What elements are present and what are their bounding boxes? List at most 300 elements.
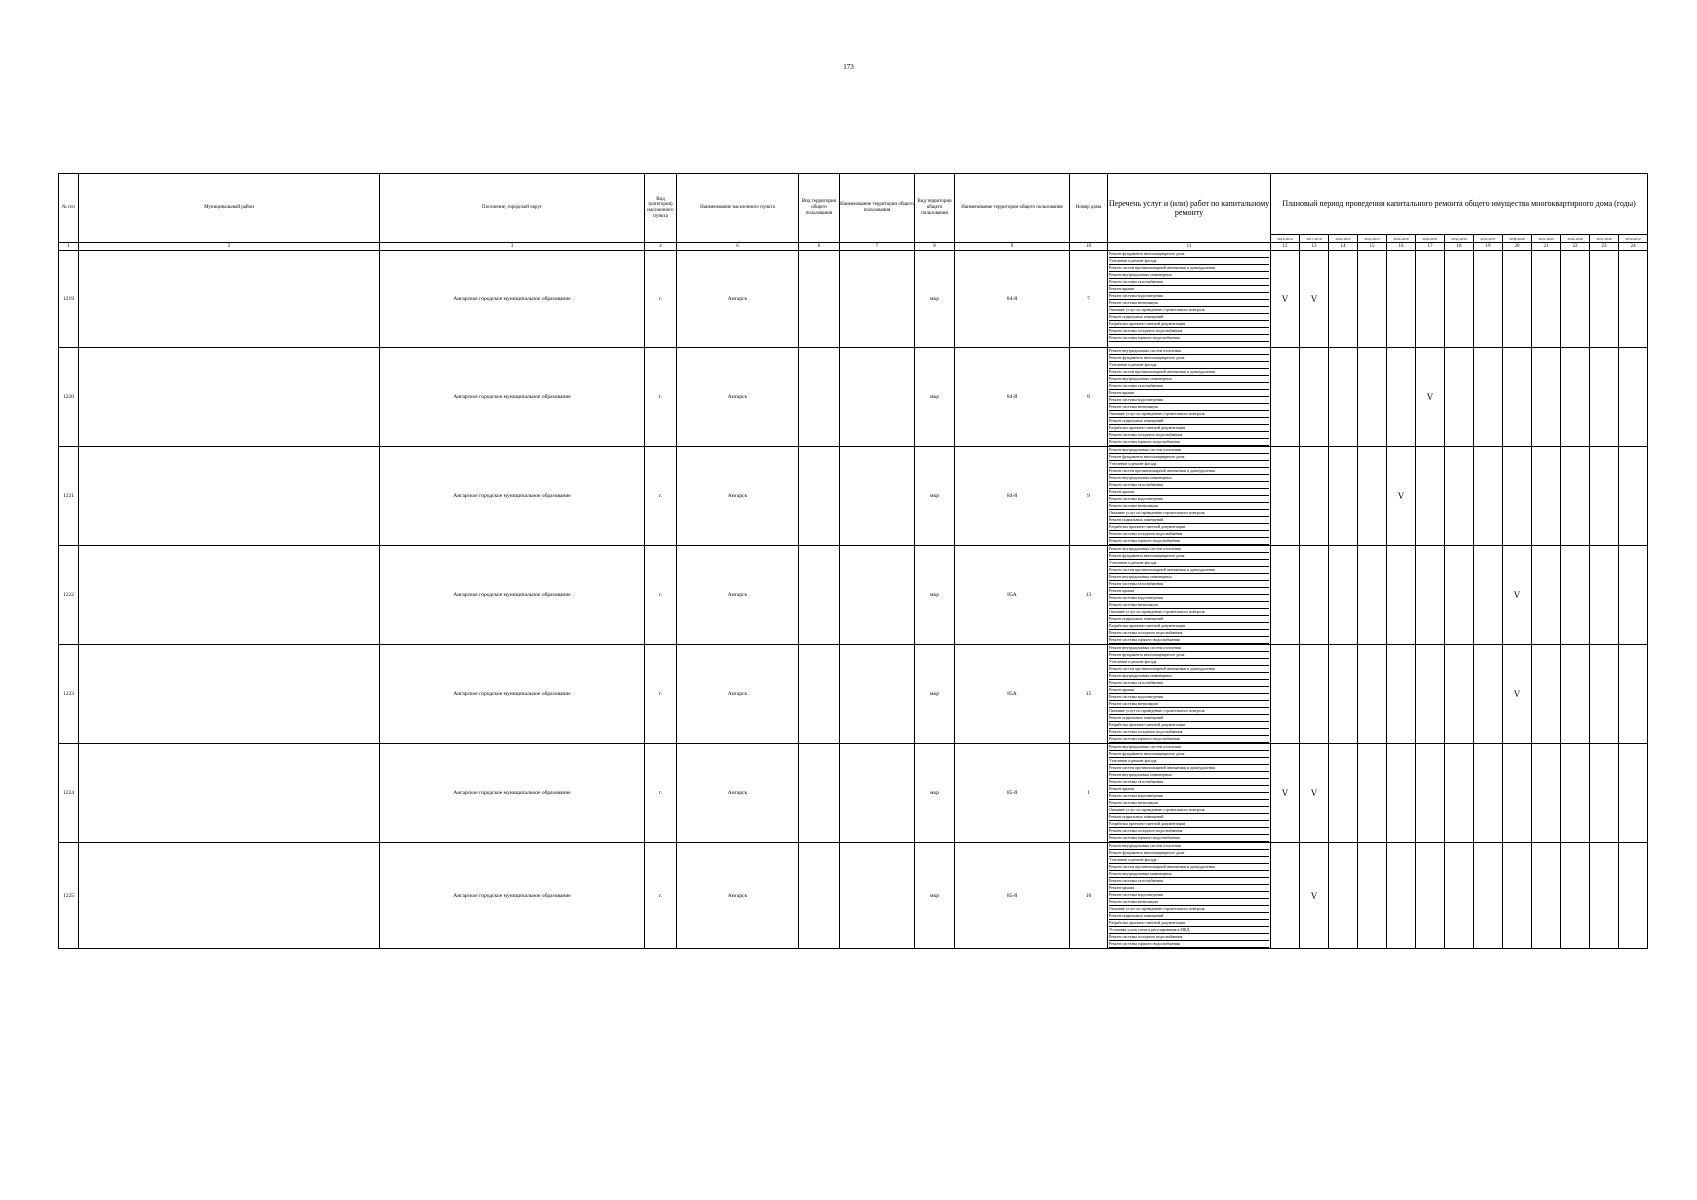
period-cell (1445, 348, 1474, 447)
works-list (1109, 744, 1269, 842)
period-mark: V (1281, 788, 1289, 798)
work-item: Ремонт крыши (1109, 687, 1269, 694)
period-cell (1590, 447, 1619, 546)
work-item: Ремонт фундамента многоквартирного дома (1109, 355, 1269, 362)
work-item: Ремонт системы холодного водоснабжения (1109, 432, 1269, 439)
work-item: Ремонт систем противопожарной автоматики и дымоудаления (1109, 468, 1269, 475)
header-territory-name: Наименование территории общего пользования (840, 174, 915, 243)
period-cell (1300, 744, 1329, 843)
period-cell (1619, 843, 1648, 949)
settlement-cell: Ангарское городское муниципальное образование (380, 546, 645, 645)
locality-cell: Ангарск (677, 645, 799, 744)
settlement-type-cell: г. (645, 645, 677, 744)
works-list (1109, 843, 1269, 948)
street-type-cell: мкр (915, 251, 955, 348)
period-cell (1590, 744, 1619, 843)
settlement-cell: Ангарское городское муниципальное образование (380, 348, 645, 447)
period-cell (1590, 843, 1619, 949)
period-cell (1300, 843, 1329, 949)
period-cell (1474, 251, 1503, 348)
works-cell (1108, 546, 1271, 645)
period-cell (1416, 546, 1445, 645)
period-cell (1358, 251, 1387, 348)
period-cell (1329, 843, 1358, 949)
locality-cell: Ангарск (677, 843, 799, 949)
works-cell (1108, 348, 1271, 447)
period-mark: V (1426, 392, 1434, 402)
header-locality-name: Наименование населенного пункта (677, 174, 799, 243)
work-item: Ремонт системы горячего водоснабжения (1109, 835, 1269, 842)
period-cell (1474, 843, 1503, 949)
period-cell (1358, 546, 1387, 645)
period-mark: V (1281, 294, 1289, 304)
period-cell (1271, 645, 1300, 744)
work-item: Ремонт системы горячего водоснабжения (1109, 736, 1269, 743)
column-number-row (59, 243, 1648, 251)
header-territory-type: Вид территории общего пользования (799, 174, 840, 243)
column-number: 11 (1108, 243, 1271, 251)
work-item: Ремонт подвальных помещений (1109, 913, 1269, 920)
work-item: Утепление и ремонт фасада (1109, 258, 1269, 265)
street-name-cell: 84-й (955, 251, 1070, 348)
period-cell (1474, 645, 1503, 744)
period-cell (1271, 744, 1300, 843)
work-item: Ремонт системы вентиляции (1109, 300, 1269, 307)
column-number: 15 (1358, 243, 1387, 251)
settlement-type-cell: г. (645, 251, 677, 348)
work-item: Ремонт системы газоснабжения (1109, 779, 1269, 786)
work-item: Ремонт крыши (1109, 489, 1269, 496)
work-item: Ремонт фундамента многоквартирного дома (1109, 454, 1269, 461)
works-cell (1108, 843, 1271, 949)
period-cell (1619, 447, 1648, 546)
work-item: Ремонт системы горячего водоснабжения (1109, 637, 1269, 644)
work-item: Ремонт системы вентиляции (1109, 899, 1269, 906)
column-number: 9 (955, 243, 1070, 251)
territory-type-cell (799, 447, 840, 546)
district-cell (79, 843, 380, 949)
work-item: Ремонт внутридомовых инженерных (1109, 772, 1269, 779)
territory-type-cell (799, 546, 840, 645)
period-cell (1271, 546, 1300, 645)
period-header: 2032-2034 (1445, 235, 1474, 243)
street-name-cell: 85А (955, 645, 1070, 744)
period-cell (1619, 645, 1648, 744)
period-cell (1329, 645, 1358, 744)
period-cell (1619, 251, 1648, 348)
period-cell (1416, 251, 1445, 348)
period-cell (1329, 348, 1358, 447)
work-item: Ремонт подвальных помещений (1109, 314, 1269, 321)
period-cell (1445, 744, 1474, 843)
work-item: Ремонт системы горячего водоснабжения (1109, 439, 1269, 446)
header-settlement-type: Вид (категория) населенного пункта (645, 174, 677, 243)
work-item: Ремонт системы вентиляции (1109, 701, 1269, 708)
work-item: Ремонт системы холодного водоснабжения (1109, 328, 1269, 335)
period-header: 2038-2040 (1503, 235, 1532, 243)
column-number: 16 (1387, 243, 1416, 251)
work-item: Ремонт внутридомовых инженерных (1109, 871, 1269, 878)
street-name-cell: 85А (955, 546, 1070, 645)
period-cell (1503, 744, 1532, 843)
work-item: Утепление и ремонт фасада (1109, 461, 1269, 468)
period-cell (1532, 348, 1561, 447)
work-item: Ремонт системы водоотведения (1109, 892, 1269, 899)
work-item: Ремонт систем противопожарной автоматики и дымоудаления (1109, 666, 1269, 673)
period-cell (1619, 744, 1648, 843)
column-number: 14 (1329, 243, 1358, 251)
settlement-type-cell: г. (645, 744, 677, 843)
work-item: Ремонт системы холодного водоснабжения (1109, 729, 1269, 736)
period-cell (1329, 744, 1358, 843)
work-item: Ремонт фундамента многоквартирного дома (1109, 553, 1269, 560)
work-item: Ремонт крыши (1109, 786, 1269, 793)
header-house: Номер дома (1070, 174, 1108, 243)
street-name-cell: 84-й (955, 348, 1070, 447)
table-body (59, 243, 1648, 949)
period-header: 2026-2028 (1387, 235, 1416, 243)
settlement-type-cell: г. (645, 843, 677, 949)
works-list (1109, 645, 1269, 743)
period-cell (1271, 843, 1300, 949)
settlement-type-cell: г. (645, 546, 677, 645)
period-cell (1416, 447, 1445, 546)
period-cell (1271, 447, 1300, 546)
period-header: 2047-2049 (1590, 235, 1619, 243)
table-row (59, 447, 1648, 546)
works-list (1109, 447, 1269, 545)
work-item: Утепление и ремонт фасада (1109, 659, 1269, 666)
work-item: Разработка проектно-сметной документации (1109, 321, 1269, 328)
period-header: 2035-2037 (1474, 235, 1503, 243)
period-cell (1532, 251, 1561, 348)
period-mark: V (1513, 689, 1521, 699)
period-cell (1329, 447, 1358, 546)
house-number-cell: 7 (1070, 251, 1108, 348)
header-street-type: Вид территории общего пользования (915, 174, 955, 243)
work-item: Ремонт систем противопожарной автоматики и дымоудаления (1109, 864, 1269, 871)
work-item: Ремонт систем противопожарной автоматики и дымоудаления (1109, 567, 1269, 574)
row-number: 1225 (59, 843, 79, 949)
work-item: Ремонт системы вентиляции (1109, 503, 1269, 510)
district-cell (79, 546, 380, 645)
row-number: 1221 (59, 447, 79, 546)
work-item: Ремонт фундамента многоквартирного дома (1109, 850, 1269, 857)
period-header: 2041-2043 (1532, 235, 1561, 243)
column-number: 8 (915, 243, 955, 251)
period-cell (1271, 251, 1300, 348)
period-header: 2029-2031 (1416, 235, 1445, 243)
settlement-cell: Ангарское городское муниципальное образование (380, 744, 645, 843)
period-cell (1503, 251, 1532, 348)
house-number-cell: 9 (1070, 447, 1108, 546)
work-item: Оказание услуг по проведению строительного контроля (1109, 807, 1269, 814)
work-item: Ремонт системы вентиляции (1109, 800, 1269, 807)
header-works: Перечень услуг и (или) работ по капитальному ремонту (1108, 174, 1271, 243)
work-item: Ремонт системы холодного водоснабжения (1109, 630, 1269, 637)
header-street-name: Наименование территории общего пользования (955, 174, 1070, 243)
work-item: Ремонт внутридомовых систем отопления (1109, 447, 1269, 454)
column-number: 2 (79, 243, 380, 251)
work-item: Ремонт фундамента многоквартирного дома (1109, 251, 1269, 258)
period-cell (1387, 251, 1416, 348)
settlement-cell: Ангарское городское муниципальное образование (380, 645, 645, 744)
work-item: Ремонт системы газоснабжения (1109, 581, 1269, 588)
period-mark: V (1397, 491, 1405, 501)
period-cell (1300, 645, 1329, 744)
work-item: Ремонт системы газоснабжения (1109, 680, 1269, 687)
work-item: Ремонт внутридомовых систем отопления (1109, 843, 1269, 850)
period-cell (1358, 744, 1387, 843)
work-item: Оказание услуг по проведению строительного контроля (1109, 307, 1269, 314)
work-item: Ремонт системы холодного водоснабжения (1109, 934, 1269, 941)
work-item: Ремонт систем противопожарной автоматики и дымоудаления (1109, 765, 1269, 772)
work-item: Ремонт внутридомовых инженерных (1109, 475, 1269, 482)
period-cell (1503, 546, 1532, 645)
period-cell (1561, 645, 1590, 744)
period-cell (1590, 348, 1619, 447)
period-cell (1445, 645, 1474, 744)
period-cell (1358, 348, 1387, 447)
period-mark: V (1513, 590, 1521, 600)
settlement-cell: Ангарское городское муниципальное образование (380, 251, 645, 348)
work-item: Ремонт системы газоснабжения (1109, 383, 1269, 390)
work-item: Ремонт системы горячего водоснабжения (1109, 538, 1269, 545)
works-cell (1108, 447, 1271, 546)
house-number-cell: 8 (1070, 348, 1108, 447)
work-item: Ремонт фундамента многоквартирного дома (1109, 652, 1269, 659)
column-number: 23 (1590, 243, 1619, 251)
house-number-cell: 13 (1070, 546, 1108, 645)
territory-name-cell (840, 348, 915, 447)
settlement-type-cell: г. (645, 348, 677, 447)
table-row (59, 546, 1648, 645)
work-item: Разработка проектно-сметной документации (1109, 623, 1269, 630)
column-number: 1 (59, 243, 79, 251)
period-cell (1387, 744, 1416, 843)
period-cell (1300, 546, 1329, 645)
period-cell (1416, 744, 1445, 843)
territory-name-cell (840, 645, 915, 744)
work-item: Оказание услуг по проведению строительного контроля (1109, 708, 1269, 715)
period-cell (1474, 744, 1503, 843)
territory-type-cell (799, 348, 840, 447)
period-cell (1387, 645, 1416, 744)
work-item: Оказание услуг по проведению строительного контроля (1109, 609, 1269, 616)
work-item: Ремонт внутридомовых систем отопления (1109, 645, 1269, 652)
period-cell (1532, 447, 1561, 546)
period-cell (1387, 546, 1416, 645)
period-cell (1503, 348, 1532, 447)
column-number: 22 (1561, 243, 1590, 251)
work-item: Разработка проектно-сметной документации (1109, 722, 1269, 729)
work-item: Ремонт подвальных помещений (1109, 715, 1269, 722)
period-cell (1474, 348, 1503, 447)
territory-name-cell (840, 447, 915, 546)
column-number: 4 (645, 243, 677, 251)
work-item: Ремонт системы водоотведения (1109, 397, 1269, 404)
period-cell (1590, 546, 1619, 645)
works-cell (1108, 744, 1271, 843)
work-item: Ремонт системы горячего водоснабжения (1109, 941, 1269, 948)
period-cell (1416, 348, 1445, 447)
column-number: 3 (380, 243, 645, 251)
works-cell (1108, 251, 1271, 348)
work-item: Ремонт системы газоснабжения (1109, 482, 1269, 489)
period-cell (1561, 447, 1590, 546)
locality-cell: Ангарск (677, 251, 799, 348)
settlement-cell: Ангарское городское муниципальное образование (380, 843, 645, 949)
work-item: Оказание услуг по проведению строительного контроля (1109, 411, 1269, 418)
period-cell (1445, 251, 1474, 348)
work-item: Ремонт системы газоснабжения (1109, 279, 1269, 286)
work-item: Ремонт системы холодного водоснабжения (1109, 531, 1269, 538)
works-list (1109, 546, 1269, 644)
work-item: Разработка проектно-сметной документации (1109, 920, 1269, 927)
period-cell (1271, 348, 1300, 447)
column-number: 10 (1070, 243, 1108, 251)
period-cell (1561, 744, 1590, 843)
work-item: Ремонт системы вентиляции (1109, 404, 1269, 411)
period-cell (1532, 546, 1561, 645)
street-type-cell: мкр (915, 348, 955, 447)
locality-cell: Ангарск (677, 447, 799, 546)
works-list (1109, 251, 1269, 342)
works-list (1109, 348, 1269, 446)
street-name-cell: 85-й (955, 744, 1070, 843)
capital-repair-table (58, 173, 1648, 949)
table-row (59, 251, 1648, 348)
work-item: Ремонт крыши (1109, 286, 1269, 293)
work-item: Ремонт системы холодного водоснабжения (1109, 828, 1269, 835)
column-number: 7 (840, 243, 915, 251)
period-cell (1300, 251, 1329, 348)
table-row (59, 645, 1648, 744)
house-number-cell: 10 (1070, 843, 1108, 949)
row-number: 1223 (59, 645, 79, 744)
work-item: Установка узлов учета и регулирования в МКД (1109, 927, 1269, 934)
period-cell (1387, 447, 1416, 546)
house-number-cell: 1 (1070, 744, 1108, 843)
work-item: Разработка проектно-сметной документации (1109, 524, 1269, 531)
period-cell (1445, 447, 1474, 546)
locality-cell: Ангарск (677, 348, 799, 447)
period-mark: V (1310, 890, 1318, 901)
period-header: 2017-2019 (1300, 235, 1329, 243)
street-name-cell: 84-й (955, 447, 1070, 546)
row-number: 1219 (59, 251, 79, 348)
period-mark: V (1310, 294, 1318, 304)
header-period: Плановый период проведения капитального ремонта общего имущества многоквартирного дома (годы) (1271, 174, 1648, 235)
territory-name-cell (840, 843, 915, 949)
table-row (59, 348, 1648, 447)
territory-type-cell (799, 843, 840, 949)
period-cell (1358, 645, 1387, 744)
work-item: Разработка проектно-сметной документации (1109, 821, 1269, 828)
street-type-cell: мкр (915, 645, 955, 744)
header-settlement: Поселение, городской округ (380, 174, 645, 243)
period-cell (1532, 744, 1561, 843)
period-cell (1561, 348, 1590, 447)
settlement-type-cell: г. (645, 447, 677, 546)
column-number: 12 (1271, 243, 1300, 251)
work-item: Ремонт крыши (1109, 390, 1269, 397)
work-item: Ремонт системы водоотведения (1109, 293, 1269, 300)
work-item: Разработка проектно-сметной документации (1109, 425, 1269, 432)
column-number: 6 (799, 243, 840, 251)
period-cell (1416, 645, 1445, 744)
work-item: Ремонт внутридомовых систем отопления (1109, 348, 1269, 355)
column-number: 13 (1300, 243, 1329, 251)
work-item: Ремонт систем противопожарной автоматики и дымоудаления (1109, 369, 1269, 376)
column-number: 21 (1532, 243, 1561, 251)
period-cell (1561, 546, 1590, 645)
work-item: Ремонт подвальных помещений (1109, 616, 1269, 623)
settlement-cell: Ангарское городское муниципальное образование (380, 447, 645, 546)
period-cell (1387, 843, 1416, 949)
period-cell (1474, 447, 1503, 546)
period-cell (1590, 645, 1619, 744)
works-cell (1108, 645, 1271, 744)
work-item: Ремонт системы водоотведения (1109, 496, 1269, 503)
work-item: Ремонт систем противопожарной автоматики и дымоудаления (1109, 265, 1269, 272)
period-header: 2020-2022 (1329, 235, 1358, 243)
territory-name-cell (840, 251, 915, 348)
table-row (59, 744, 1648, 843)
work-item: Ремонт внутридомовых систем отопления (1109, 744, 1269, 751)
locality-cell: Ангарск (677, 546, 799, 645)
period-header: 2023-2025 (1358, 235, 1387, 243)
work-item: Оказание услуг по проведению строительного контроля (1109, 906, 1269, 913)
house-number-cell: 15 (1070, 645, 1108, 744)
street-type-cell: мкр (915, 447, 955, 546)
work-item: Ремонт крыши (1109, 588, 1269, 595)
period-cell (1503, 843, 1532, 949)
row-number: 1222 (59, 546, 79, 645)
territory-type-cell (799, 251, 840, 348)
period-cell (1329, 546, 1358, 645)
district-cell (79, 251, 380, 348)
work-item: Ремонт фундамента многоквартирного дома (1109, 751, 1269, 758)
work-item: Ремонт системы горячего водоснабжения (1109, 335, 1269, 342)
work-item: Ремонт внутридомовых инженерных (1109, 376, 1269, 383)
work-item: Ремонт крыши (1109, 885, 1269, 892)
period-cell (1619, 348, 1648, 447)
work-item: Ремонт внутридомовых систем отопления (1109, 546, 1269, 553)
period-cell (1503, 645, 1532, 744)
period-cell (1445, 843, 1474, 949)
district-cell (79, 645, 380, 744)
period-cell (1358, 843, 1387, 949)
period-header: 2014-2016 (1271, 235, 1300, 243)
locality-cell: Ангарск (677, 744, 799, 843)
work-item: Ремонт внутридомовых инженерных (1109, 272, 1269, 279)
column-number: 24 (1619, 243, 1648, 251)
period-cell (1387, 348, 1416, 447)
territory-name-cell (840, 546, 915, 645)
territory-name-cell (840, 744, 915, 843)
territory-type-cell (799, 744, 840, 843)
period-header: 2050-2052 (1619, 235, 1648, 243)
table-row (59, 843, 1648, 949)
work-item: Утепление и ремонт фасада (1109, 857, 1269, 864)
work-item: Ремонт системы вентиляции (1109, 602, 1269, 609)
work-item: Ремонт внутридомовых инженерных (1109, 574, 1269, 581)
work-item: Ремонт системы газоснабжения (1109, 878, 1269, 885)
period-cell (1445, 546, 1474, 645)
district-cell (79, 447, 380, 546)
period-cell (1358, 447, 1387, 546)
